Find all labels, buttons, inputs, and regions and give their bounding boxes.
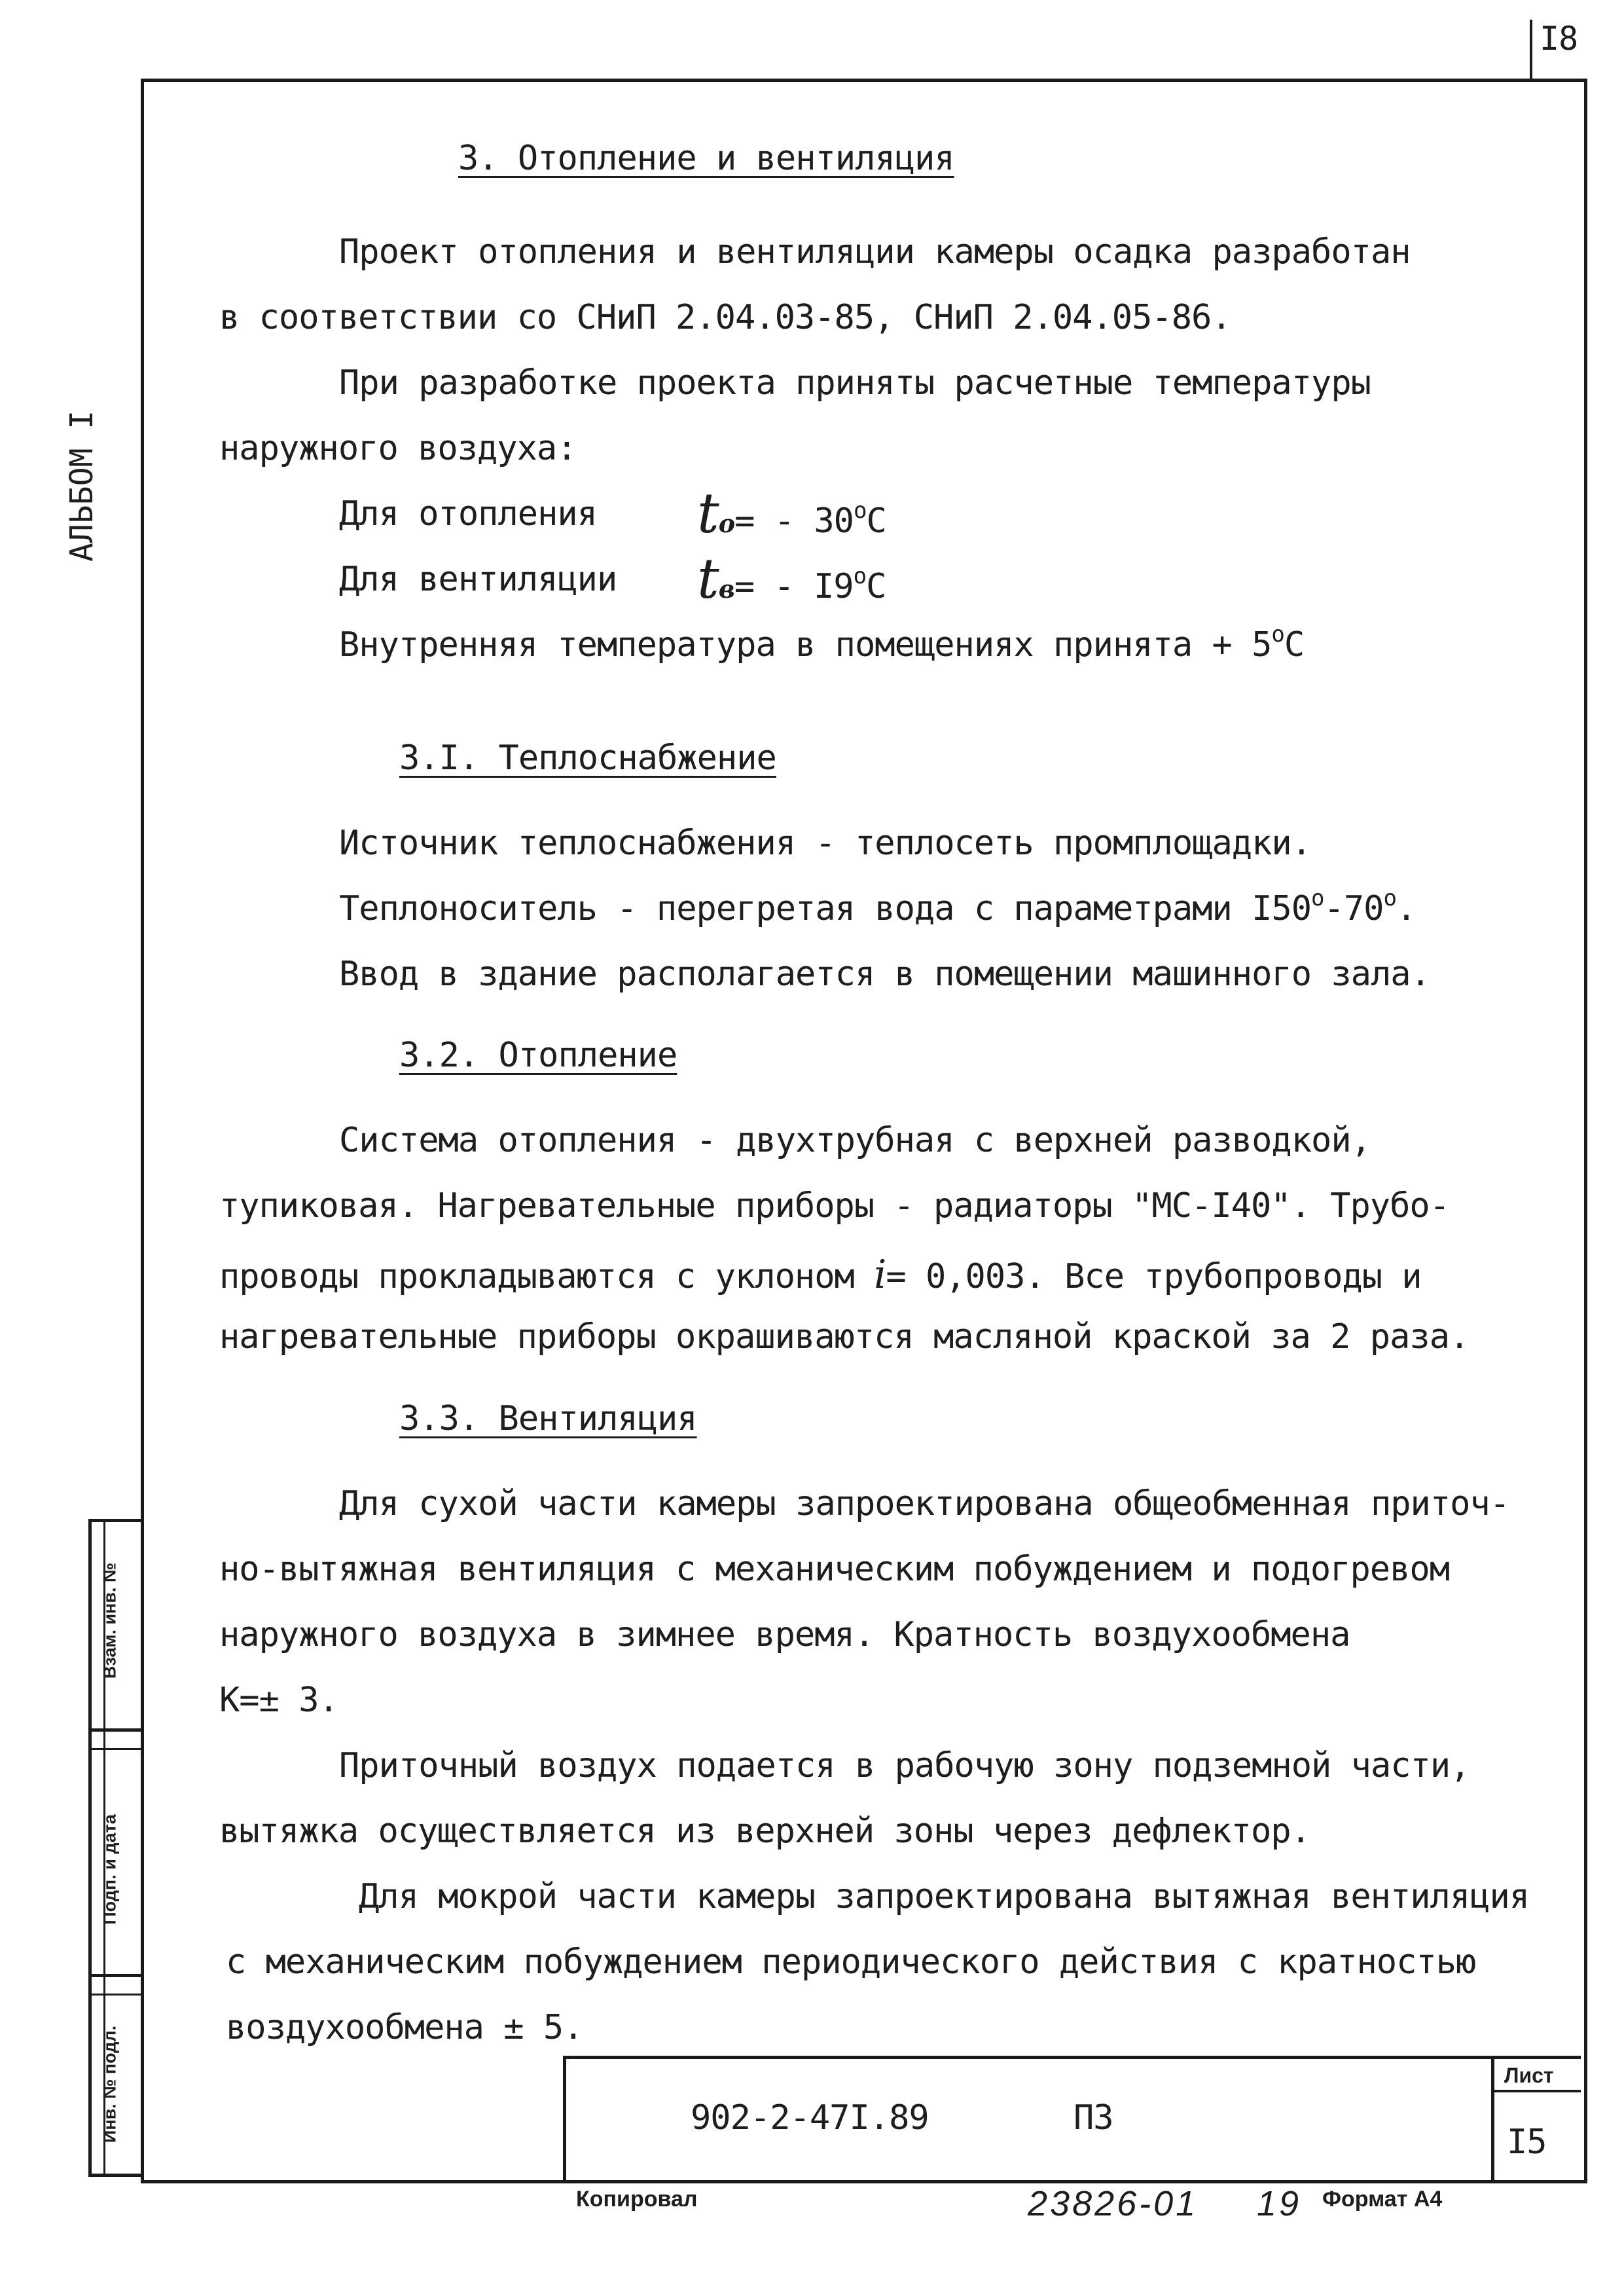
paragraph-line: Проект отопления и вентиляции камеры осадка разработан — [339, 232, 1411, 272]
side-stamp-outer-border — [88, 1519, 92, 2177]
section-3-title: 3. Отопление и вентиляция — [458, 139, 954, 178]
vent-temp-symbol: t — [697, 547, 719, 611]
paragraph-line: При разработке проекта приняты расчетные температуры — [339, 363, 1371, 403]
heating-label: Для отопления — [339, 494, 597, 534]
paragraph-line: нагревательные приборы окрашиваются масляной краской за 2 раза. — [219, 1317, 1470, 1357]
vent-temp-unit: C — [866, 567, 886, 606]
paragraph-line: Источник теплоснабжения - теплосеть промплощадки. — [339, 824, 1312, 863]
sheet-count: 19 — [1257, 2184, 1302, 2223]
sheet-cell-left-border — [1491, 2056, 1494, 2180]
paragraph-line: с механическим побуждением периодического действия с кратностью — [226, 1942, 1476, 1982]
paragraph-line: Система отопления - двухтрубная с верхней разводкой, — [339, 1121, 1371, 1160]
title-block-left-border — [563, 2056, 566, 2180]
heating-temp-subscript: о — [718, 509, 735, 538]
heat-carrier-line — [339, 885, 1416, 928]
slope-symbol: i — [874, 1252, 886, 1298]
heating-temp-symbol: t — [697, 481, 719, 545]
paragraph-line: Ввод в здание располагается в помещении машинного зала. — [339, 955, 1430, 994]
vent-temp-value: = - I9 — [734, 567, 854, 606]
slope-line — [219, 1252, 1422, 1298]
vent-formula — [697, 547, 886, 611]
section-33-title: 3.3. Вентиляция — [399, 1399, 697, 1438]
section-32-title: 3.2. Отопление — [399, 1036, 677, 1075]
side-stamp-top-border — [88, 1519, 144, 1522]
original-inventory-label: Инв. № подл. — [99, 2025, 120, 2143]
paragraph-line: наружного воздуха в зимнее время. Кратность воздухообмена — [219, 1615, 1350, 1654]
document-type: ПЗ — [1074, 2098, 1113, 2138]
replacement-inventory-label: Взам. инв. № — [99, 1562, 120, 1679]
sheet-label: Лист — [1504, 2064, 1554, 2087]
degree-sign: o — [1311, 885, 1324, 911]
vent-temp-subscript: в — [718, 574, 734, 604]
degree-sign: o — [1383, 885, 1396, 911]
slope-text: = 0,003. Все трубопроводы и — [886, 1257, 1422, 1296]
copied-by-label: Копировал — [576, 2187, 698, 2212]
heating-temp-value: = - 30 — [734, 501, 854, 541]
paragraph-line: тупиковая. Нагревательные приборы - радиаторы "МС-I40". Трубо- — [219, 1186, 1450, 1226]
paper-format-label: Формат А4 — [1322, 2187, 1443, 2212]
section-31-title: 3.I. Теплоснабжение — [399, 738, 776, 778]
signature-date-label: Подп. и дата — [99, 1814, 120, 1925]
side-stamp-divider — [88, 1728, 144, 1732]
degree-sign: o — [853, 498, 867, 524]
sheet-number: I5 — [1507, 2123, 1547, 2162]
heating-temp-unit: C — [866, 501, 886, 541]
slope-text: проводы прокладываются с уклоном — [219, 1257, 875, 1296]
side-stamp-divider — [88, 1748, 144, 1750]
degree-sign: o — [1271, 621, 1284, 647]
sheet-cell-divider — [1491, 2090, 1581, 2092]
paragraph-line: Для сухой части камеры запроектирована общеобменная приточ- — [339, 1484, 1510, 1523]
paragraph-line: Приточный воздух подается в рабочую зону подземной части, — [339, 1746, 1470, 1785]
heat-carrier-text: Теплоноситель - перегретая вода с параметрами I50 — [339, 889, 1312, 928]
album-label: АЛЬБОМ I — [63, 410, 100, 562]
order-number: 23826-01 — [1028, 2184, 1199, 2223]
degree-sign: o — [853, 563, 867, 589]
paragraph-line: но-вытяжная вентиляция с механическим побуждением и подогревом — [219, 1550, 1450, 1589]
inner-temp-line — [339, 621, 1305, 665]
inner-temp-text: Внутренняя температура в помещениях принята + 5 — [339, 625, 1272, 665]
page-number-tick — [1530, 20, 1532, 79]
heat-carrier-text: -70 — [1324, 889, 1384, 928]
page-number: I8 — [1540, 20, 1578, 58]
title-block-top-border — [563, 2056, 1581, 2059]
paragraph-line: К=± 3. — [219, 1681, 338, 1720]
paragraph-line: Для мокрой части камеры запроектирована вытяжная вентиляция — [359, 1877, 1530, 1916]
side-stamp-divider — [88, 1974, 144, 1977]
heat-carrier-text: . — [1396, 889, 1416, 928]
document-code: 902-2-47I.89 — [691, 2098, 929, 2138]
paragraph-line: в соответствии со СНиП 2.04.03-85, СНиП 2.04.05-86. — [219, 298, 1231, 337]
paragraph-line: наружного воздуха: — [219, 429, 577, 468]
vent-label: Для вентиляции — [339, 560, 617, 599]
paragraph-line: воздухообмена ± 5. — [226, 2008, 583, 2047]
inner-temp-unit: C — [1284, 625, 1305, 665]
heating-formula — [697, 481, 886, 545]
paragraph-line: вытяжка осуществляется из верхней зоны через дефлектор. — [219, 1812, 1310, 1851]
